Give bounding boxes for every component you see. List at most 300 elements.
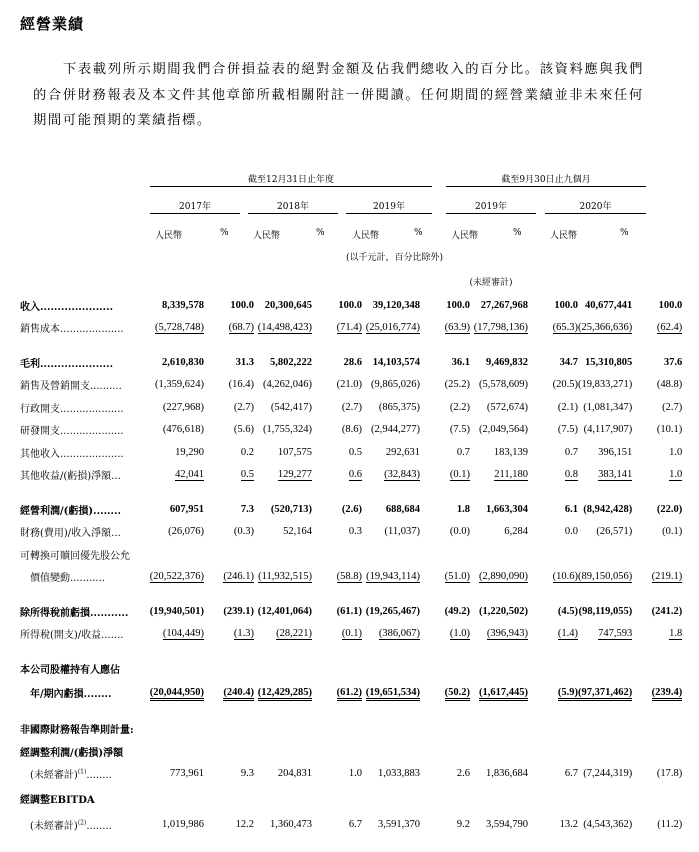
row-label — [20, 740, 146, 763]
percent-value: (1.4) — [557, 628, 578, 640]
section-title: 經營業績 — [20, 15, 85, 33]
percent-cell — [204, 680, 254, 706]
amount-value: (12,429,285) — [258, 687, 312, 701]
percent-cell — [420, 785, 470, 811]
percent-cell — [420, 680, 470, 706]
percent-value: (0.1) — [341, 628, 362, 640]
percent-value: 100.0 — [446, 299, 470, 311]
percent-value: (0.1) — [449, 469, 470, 481]
amount-value: (26,076) — [168, 526, 204, 538]
percent-cell — [204, 464, 254, 487]
amount-cell — [470, 680, 528, 706]
percent-cell — [528, 374, 578, 397]
percent-cell — [312, 763, 362, 786]
table-row — [20, 498, 682, 521]
amount-value: (2,049,564) — [479, 424, 528, 436]
amount-value: (32,843) — [384, 469, 420, 481]
percent-cell — [312, 543, 362, 566]
percent-value: 31.3 — [235, 356, 254, 368]
amount-value: (1,617,445) — [479, 687, 528, 701]
amount-cell — [146, 374, 204, 397]
table-row — [20, 811, 682, 837]
amount-value: 107,575 — [277, 446, 312, 458]
percent-cell — [632, 351, 682, 374]
amount-cell — [578, 498, 632, 521]
table-row — [20, 294, 682, 317]
amount-cell — [254, 543, 312, 566]
percent-value: 13.2 — [559, 818, 578, 830]
amount-cell — [578, 811, 632, 837]
amount-cell — [362, 498, 420, 521]
leader-dots: ........... — [70, 573, 105, 585]
percent-cell — [312, 718, 362, 741]
amount-value: 1,663,304 — [486, 503, 528, 515]
leader-dots: ... — [111, 528, 121, 540]
row-label-text: 非國際財務報告準則計量: — [20, 725, 134, 737]
amount-cell — [470, 811, 528, 837]
amount-cell — [578, 740, 632, 763]
amount-cell — [146, 623, 204, 646]
unaudited-note: (未經審計) — [469, 278, 513, 288]
percent-value: (7.5) — [557, 424, 578, 436]
percent-cell — [312, 396, 362, 419]
amount-cell — [146, 785, 204, 811]
unit-note: (以千元計，百分比除外) — [346, 253, 444, 263]
year-rule-2019-9m — [446, 213, 536, 214]
row-label — [20, 600, 146, 623]
percent-value: (68.7) — [228, 322, 254, 334]
amount-cell — [578, 441, 632, 464]
amount-cell — [578, 374, 632, 397]
percent-cell — [204, 441, 254, 464]
row-label-text: 所得稅(開支)/收益 — [20, 630, 102, 642]
amount-cell — [146, 657, 204, 680]
percent-value: (17.8) — [656, 768, 683, 780]
amount-cell — [470, 351, 528, 374]
year-end-group-header: 截至12月31日止年度 — [248, 175, 334, 185]
amount-value: (97,371,462) — [578, 687, 632, 701]
amount-cell — [254, 351, 312, 374]
row-label-text: 銷售成本 — [20, 324, 60, 336]
amount-value: (20,522,376) — [149, 571, 204, 583]
spacer-cell — [20, 706, 682, 718]
row-spacer — [20, 486, 682, 498]
percent-value: (11.2) — [657, 818, 683, 830]
percent-cell — [632, 763, 682, 786]
amount-cell — [470, 740, 528, 763]
row-label — [20, 785, 146, 811]
amount-value: 211,180 — [494, 469, 528, 481]
percent-value: (1.0) — [449, 628, 470, 640]
amount-value: (476,618) — [162, 424, 204, 436]
currency-label: 人民幣 — [253, 231, 281, 241]
amount-value: 129,277 — [277, 469, 312, 481]
amount-value: 383,141 — [598, 469, 633, 481]
percent-cell — [312, 521, 362, 544]
percent-value: (5.9) — [558, 687, 578, 701]
year-2019-header: 2019年 — [373, 202, 405, 212]
table-row — [20, 374, 682, 397]
row-label — [20, 317, 146, 340]
percent-cell — [528, 600, 578, 623]
amount-cell — [254, 623, 312, 646]
amount-value: (26,571) — [596, 526, 633, 538]
percent-cell — [204, 763, 254, 786]
percent-cell — [420, 811, 470, 837]
amount-cell — [254, 718, 312, 741]
percent-value: 0.6 — [348, 469, 362, 481]
percent-cell — [420, 498, 470, 521]
financial-table — [20, 294, 682, 837]
percent-value: (1.3) — [233, 628, 254, 640]
amount-cell — [254, 566, 312, 589]
percent-cell — [528, 680, 578, 706]
amount-value: (2,890,090) — [479, 571, 528, 583]
row-label-text: 研發開支 — [20, 426, 60, 438]
amount-cell — [470, 763, 528, 786]
percent-value: (16.4) — [228, 379, 254, 391]
row-spacer — [20, 339, 682, 351]
percent-cell — [312, 811, 362, 837]
percent-cell — [420, 600, 470, 623]
percent-value: 0.2 — [240, 446, 254, 458]
spacer-cell — [20, 588, 682, 600]
row-label-text: 經調整EBITDA — [20, 794, 95, 806]
leader-dots: .................... — [60, 448, 124, 460]
percent-cell — [632, 657, 682, 680]
amount-cell — [470, 657, 528, 680]
amount-value: 5,802,222 — [270, 356, 312, 368]
row-label-text: 毛利 — [20, 358, 40, 370]
percent-cell — [528, 419, 578, 442]
table-row — [20, 521, 682, 544]
amount-value: 607,951 — [169, 503, 204, 515]
table-row — [20, 419, 682, 442]
row-label-text: 收入 — [20, 301, 40, 313]
percent-cell — [204, 521, 254, 544]
percent-value: 2.6 — [456, 768, 470, 780]
percent-cell — [420, 623, 470, 646]
percent-value: 9.3 — [240, 768, 254, 780]
percent-cell — [528, 351, 578, 374]
percent-cell — [312, 740, 362, 763]
percent-value: (48.8) — [656, 379, 683, 391]
percent-value: 0.0 — [564, 526, 578, 538]
percent-cell — [312, 566, 362, 589]
amount-cell — [146, 317, 204, 340]
percent-cell — [312, 623, 362, 646]
leader-dots: ....... — [101, 630, 124, 642]
amount-value: (9,865,026) — [371, 379, 420, 391]
amount-cell — [362, 419, 420, 442]
percent-value: (0.1) — [662, 526, 683, 538]
percent-value: 0.7 — [456, 446, 470, 458]
percent-cell — [528, 498, 578, 521]
amount-cell — [578, 543, 632, 566]
leader-dots: .......... — [90, 381, 122, 393]
percent-cell — [420, 740, 470, 763]
amount-cell — [254, 419, 312, 442]
amount-value: 27,267,968 — [480, 299, 528, 311]
amount-value: (386,067) — [378, 628, 420, 640]
amount-value: (11,932,515) — [258, 571, 312, 583]
percent-cell — [420, 521, 470, 544]
amount-cell — [254, 464, 312, 487]
amount-cell — [578, 763, 632, 786]
percent-cell — [312, 464, 362, 487]
percent-value: (8.6) — [341, 424, 362, 436]
amount-cell — [470, 294, 528, 317]
row-label — [20, 566, 146, 589]
amount-value: 14,103,574 — [372, 356, 420, 368]
row-label — [20, 441, 146, 464]
amount-value: (4,117,907) — [583, 424, 633, 436]
percent-value: (0.3) — [233, 526, 254, 538]
row-label — [20, 294, 146, 317]
percent-label: % — [414, 228, 423, 238]
percent-cell — [632, 317, 682, 340]
percent-value: (25.2) — [444, 379, 470, 391]
nine-months-group-header: 截至9月30日止九個月 — [501, 175, 591, 185]
percent-cell — [420, 317, 470, 340]
amount-value: (4,543,362) — [583, 818, 633, 830]
amount-cell — [254, 811, 312, 837]
percent-cell — [632, 464, 682, 487]
amount-cell — [362, 317, 420, 340]
amount-cell — [254, 498, 312, 521]
percent-value: 1.0 — [348, 768, 362, 780]
table-row — [20, 657, 682, 680]
percent-cell — [420, 763, 470, 786]
amount-cell — [254, 680, 312, 706]
amount-cell — [146, 294, 204, 317]
amount-cell — [362, 543, 420, 566]
percent-value: 0.5 — [348, 446, 362, 458]
footnote-marker: (2) — [77, 819, 87, 827]
amount-cell — [254, 317, 312, 340]
amount-value: 292,631 — [385, 446, 420, 458]
percent-cell — [528, 566, 578, 589]
table-row — [20, 740, 682, 763]
percent-cell — [528, 441, 578, 464]
percent-cell — [632, 396, 682, 419]
spacer-cell — [20, 339, 682, 351]
amount-value: (19,833,271) — [578, 379, 633, 391]
row-label-text: (未經審計) — [20, 770, 78, 782]
row-label — [20, 419, 146, 442]
amount-value: (2,944,277) — [371, 424, 420, 436]
year-rule-2017 — [150, 213, 240, 214]
percent-value: 1.8 — [669, 628, 683, 640]
group-rule-right — [446, 186, 646, 187]
amount-cell — [146, 543, 204, 566]
amount-value: 183,139 — [493, 446, 528, 458]
ninemo-2020-header: 2020年 — [579, 202, 612, 212]
amount-cell — [362, 718, 420, 741]
percent-cell — [528, 543, 578, 566]
leader-dots: ........... — [90, 607, 129, 619]
table-row — [20, 718, 682, 741]
amount-cell — [470, 441, 528, 464]
amount-cell — [146, 718, 204, 741]
footnote-marker: (1) — [77, 768, 87, 776]
amount-cell — [254, 785, 312, 811]
table-row — [20, 396, 682, 419]
amount-value: 773,961 — [169, 768, 204, 780]
row-label — [20, 657, 146, 680]
amount-cell — [578, 351, 632, 374]
amount-cell — [362, 374, 420, 397]
row-label-text: 除所得稅前虧損 — [20, 607, 90, 619]
percent-value: (5.6) — [233, 424, 254, 436]
currency-label: 人民幣 — [451, 231, 479, 241]
leader-dots: ........ — [83, 689, 112, 700]
amount-value: (1,081,347) — [583, 401, 633, 413]
amount-cell — [470, 317, 528, 340]
percent-value: 0.5 — [240, 469, 254, 481]
amount-cell — [470, 396, 528, 419]
percent-value: 0.7 — [564, 446, 578, 458]
percent-cell — [312, 419, 362, 442]
percent-value: 6.7 — [564, 768, 578, 780]
percent-value: 34.7 — [559, 356, 578, 368]
percent-cell — [204, 600, 254, 623]
currency-label: 人民幣 — [352, 231, 380, 241]
row-label-text: 其他收入 — [20, 448, 60, 460]
amount-value: (19,651,534) — [366, 687, 420, 701]
percent-value: 1.8 — [456, 503, 470, 515]
row-label — [20, 351, 146, 374]
amount-cell — [146, 396, 204, 419]
amount-value: (25,016,774) — [365, 322, 420, 334]
percent-cell — [528, 785, 578, 811]
spacer-cell — [20, 645, 682, 657]
percent-label: % — [513, 228, 522, 238]
percent-value: (2.7) — [233, 401, 254, 413]
amount-value: (89,150,056) — [578, 571, 633, 583]
amount-value: 15,310,805 — [585, 356, 633, 368]
percent-value: 1.0 — [669, 446, 683, 458]
percent-value: (61.1) — [336, 605, 362, 617]
amount-cell — [146, 351, 204, 374]
percent-value: (20.5) — [552, 379, 578, 391]
percent-value: (21.0) — [336, 379, 362, 391]
percent-value: (219.1) — [651, 571, 683, 583]
row-label-text: 行政開支 — [20, 403, 60, 415]
amount-value: 1,836,684 — [486, 768, 528, 780]
percent-cell — [420, 441, 470, 464]
leader-dots: .................... — [60, 403, 124, 415]
amount-cell — [146, 600, 204, 623]
percent-value: 100.0 — [658, 299, 683, 311]
amount-cell — [470, 543, 528, 566]
amount-value: 52,164 — [283, 526, 312, 538]
percent-cell — [204, 351, 254, 374]
percent-cell — [204, 374, 254, 397]
table-row — [20, 785, 682, 811]
amount-cell — [362, 811, 420, 837]
amount-value: 1,033,883 — [378, 768, 420, 780]
amount-cell — [254, 294, 312, 317]
percent-cell — [632, 680, 682, 706]
amount-cell — [578, 317, 632, 340]
amount-value: 688,684 — [385, 503, 420, 515]
percent-value: (241.2) — [651, 605, 683, 617]
intro-paragraph: 下表載列所示期間我們合併損益表的絕對金額及佔我們總收入的百分比。該資料應與我們的合併財務報表及本文件其他章節所載相關附註一併閱讀。任何期間的經營業績並非未來任何期間可能預期的業績指標。 — [33, 62, 644, 128]
amount-value: (19,943,114) — [366, 571, 420, 583]
amount-cell — [254, 740, 312, 763]
amount-value: 3,594,790 — [486, 818, 528, 830]
percent-cell — [204, 396, 254, 419]
amount-value: (396,943) — [486, 628, 528, 640]
table-row — [20, 680, 682, 706]
amount-cell — [254, 374, 312, 397]
percent-cell — [312, 680, 362, 706]
leader-dots: ........ — [86, 770, 112, 782]
amount-cell — [470, 718, 528, 741]
amount-value: (1,755,324) — [263, 424, 312, 436]
amount-value: (520,713) — [270, 503, 312, 515]
row-label — [20, 543, 146, 566]
table-row — [20, 623, 682, 646]
year-rule-2020-9m — [545, 213, 646, 214]
percent-value: 100.0 — [230, 299, 254, 311]
percent-cell — [420, 657, 470, 680]
row-label — [20, 718, 146, 741]
percent-cell — [528, 623, 578, 646]
amount-cell — [578, 718, 632, 741]
amount-cell — [578, 680, 632, 706]
amount-value: (17,798,136) — [473, 322, 528, 334]
percent-cell — [204, 566, 254, 589]
percent-label: % — [620, 228, 629, 238]
percent-cell — [204, 740, 254, 763]
percent-cell — [204, 317, 254, 340]
row-spacer — [20, 706, 682, 718]
percent-value: (240.4) — [223, 687, 254, 701]
percent-value: (50.2) — [445, 687, 470, 701]
row-label — [20, 763, 146, 786]
amount-cell — [470, 498, 528, 521]
percent-cell — [204, 657, 254, 680]
amount-cell — [362, 521, 420, 544]
percent-cell — [632, 623, 682, 646]
row-label-text: 可轉換可贖回優先股公允 — [20, 550, 130, 562]
row-label — [20, 396, 146, 419]
amount-value: 39,120,348 — [372, 299, 420, 311]
percent-cell — [420, 294, 470, 317]
year-rule-2019 — [346, 213, 432, 214]
ninemo-2019-header: 2019年 — [475, 202, 507, 212]
leader-dots: ..................... — [40, 358, 114, 370]
table-row — [20, 600, 682, 623]
percent-cell — [204, 785, 254, 811]
row-label-text: 財務(費用)/收入淨額 — [20, 528, 112, 540]
percent-value: (4.5) — [557, 605, 578, 617]
amount-cell — [578, 623, 632, 646]
group-rule-left — [150, 186, 432, 187]
leader-dots: ..................... — [40, 301, 114, 313]
amount-cell — [146, 811, 204, 837]
percent-value: (2.2) — [449, 401, 470, 413]
amount-value: (20,044,950) — [150, 687, 204, 701]
amount-cell — [362, 464, 420, 487]
percent-cell — [632, 441, 682, 464]
percent-value: 28.6 — [343, 356, 362, 368]
percent-cell — [528, 294, 578, 317]
leader-dots: ........ — [86, 820, 112, 832]
amount-value: 20,300,645 — [264, 299, 312, 311]
